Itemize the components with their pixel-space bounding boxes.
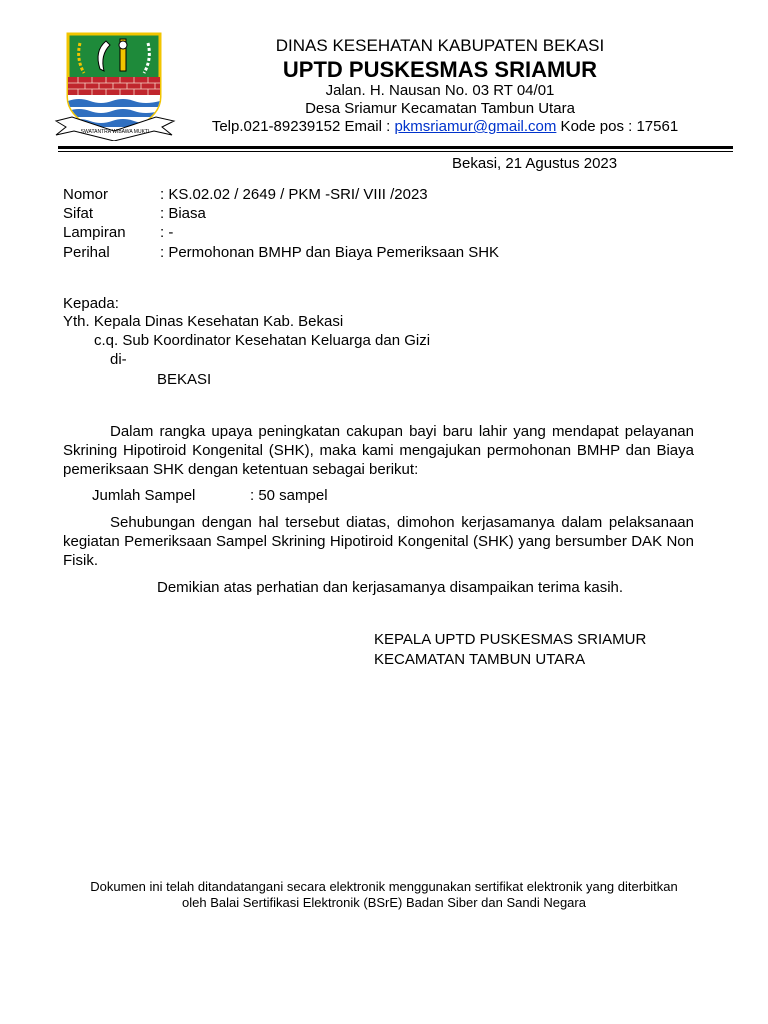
recipient-line-3: di-: [110, 351, 127, 368]
address-line-1: Jalan. H. Nausan No. 03 RT 04/01: [325, 82, 555, 99]
letterhead-rule-thick: [58, 146, 733, 149]
recipient-line-1: Yth. Kepala Dinas Kesehatan Kab. Bekasi: [63, 313, 344, 330]
meta-value-sifat: : Biasa: [160, 205, 206, 222]
sample-value: : 50 sampel: [250, 487, 328, 504]
meta-value-lampiran: : -: [160, 224, 174, 241]
body-paragraph-2-text: Sehubungan dengan hal tersebut diatas, dimohon kerjasamanya dalam pelaksanaan kegiatan Pemeriksaan Sampel Skrining Hipotiroid Kongenital (SHK) yang bersumber DAK Non Fisik.: [63, 514, 694, 569]
agency-name: DINAS KESEHATAN KABUPATEN BEKASI: [275, 36, 605, 55]
body-paragraph-2: [63, 513, 694, 570]
letterhead-rule-thin: [58, 151, 733, 152]
sample-label: Jumlah Sampel: [92, 487, 196, 504]
body-paragraph-1-text: Dalam rangka upaya peningkatan cakupan bayi baru lahir yang mendapat pelayanan Skrining Hipotiroid Kongenital (SHK), maka kami mengajukan permohonan BMHP dan Biaya pemeriksaan SHK dengan ketentuan sebagai berikut:: [63, 423, 694, 478]
letter-date: Bekasi, 21 Agustus 2023: [452, 155, 618, 172]
bekasi-coat-of-arms-logo: [54, 31, 176, 141]
footer-line-2: oleh Balai Sertifikasi Elektronik (BSrE) Badan Siber dan Sandi Negara: [182, 895, 586, 910]
recipient-city: BEKASI: [157, 371, 212, 388]
meta-label-perihal: Perihal: [63, 244, 110, 261]
contact-prefix: Telp.021-89239152 Email :: [211, 118, 395, 135]
meta-value-perihal: : Permohonan BMHP dan Biaya Pemeriksaan SHK: [160, 244, 500, 261]
footer-line-1: Dokumen ini telah ditandatangani secara elektronik menggunakan sertifikat elektronik yang diterbitkan: [90, 879, 678, 894]
meta-label-nomor: Nomor: [63, 186, 109, 203]
body-paragraph-1: [63, 422, 694, 479]
contact-line: [180, 118, 710, 135]
institution-name: UPTD PUSKESMAS SRIAMUR: [282, 57, 598, 82]
meta-label-lampiran: Lampiran: [63, 224, 126, 241]
signature-title-2: KECAMATAN TAMBUN UTARA: [374, 651, 586, 668]
closing-sentence: Demikian atas perhatian dan kerjasamanya disampaikan terima kasih.: [157, 579, 624, 596]
meta-label-sifat: Sifat: [63, 205, 94, 222]
svg-text:SWATANTRA WIBAWA MUKTI: SWATANTRA WIBAWA MUKTI: [80, 129, 150, 135]
contact-suffix: Kode pos : 17561: [556, 118, 679, 135]
e-signature-footer: [40, 879, 728, 911]
signature-title-1: KEPALA UPTD PUSKESMAS SRIAMUR: [374, 631, 647, 648]
address-line-2: Desa Sriamur Kecamatan Tambun Utara: [305, 100, 575, 117]
meta-value-nomor: : KS.02.02 / 2649 / PKM -SRI/ VIII /2023: [160, 186, 428, 203]
email-link[interactable]: pkmsriamur@gmail.com: [394, 118, 557, 135]
recipient-line-2: c.q. Sub Koordinator Kesehatan Keluarga dan Gizi: [94, 332, 431, 349]
recipient-to: Kepada:: [63, 295, 119, 312]
